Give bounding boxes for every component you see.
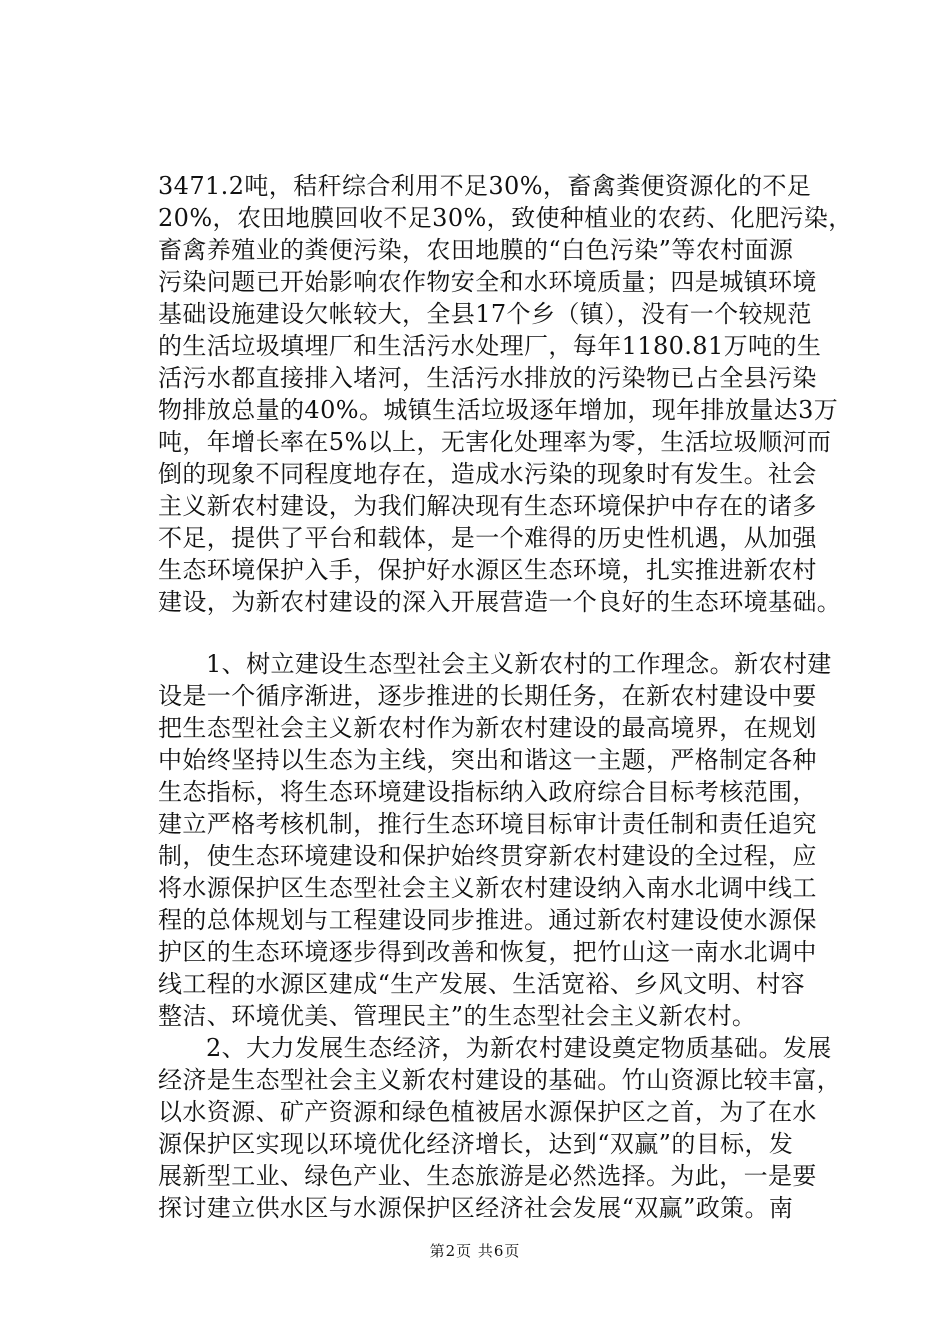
text-line: 物排放总量的40%。城镇生活垃圾逐年增加，现年排放量达3万 bbox=[158, 396, 839, 424]
text-line: 基础设施建设欠帐较大，全县17个乡（镇），没有一个较规范 bbox=[158, 300, 812, 328]
paragraph-2 bbox=[158, 648, 858, 1032]
text-line: 建立严格考核机制，推行生态环境目标审计责任制和责任追究 bbox=[158, 810, 817, 838]
text-line: 源保护区实现以环境优化经济增长，达到“双赢”的目标，发 bbox=[158, 1130, 794, 1158]
text-line: 制，使生态环境建设和保护始终贯穿新农村建设的全过程，应 bbox=[158, 842, 817, 870]
text-line: 1、树立建设生态型社会主义新农村的工作理念。新农村建 bbox=[206, 650, 832, 678]
text-line: 中始终坚持以生态为主线，突出和谐这一主题，严格制定各种 bbox=[158, 746, 817, 774]
text-line: 建设，为新农村建设的深入开展营造一个良好的生态环境基础。 bbox=[158, 588, 842, 616]
text-line: 吨，年增长率在5%以上，无害化处理率为零，生活垃圾顺河而 bbox=[158, 428, 832, 456]
paragraph-spacer bbox=[158, 618, 858, 648]
text-line: 活污水都直接排入堵河，生活污水排放的污染物已占全县污染 bbox=[158, 364, 817, 392]
text-line: 护区的生态环境逐步得到改善和恢复，把竹山这一南水北调中 bbox=[158, 938, 817, 966]
text-line: 程的总体规划与工程建设同步推进。通过新农村建设使水源保 bbox=[158, 906, 817, 934]
document-body bbox=[158, 170, 858, 1224]
page-footer: 第2页 共6页 bbox=[429, 1242, 521, 1260]
text-line: 生态环境保护入手，保护好水源区生态环境，扎实推进新农村 bbox=[158, 556, 817, 584]
text-line: 整洁、环境优美、管理民主”的生态型社会主义新农村。 bbox=[158, 1002, 757, 1030]
text-line: 污染问题已开始影响农作物安全和水环境质量；四是城镇环境 bbox=[158, 268, 817, 296]
text-line: 2、大力发展生态经济，为新农村建设奠定物质基础。发展 bbox=[206, 1034, 832, 1062]
text-line: 倒的现象不同程度地存在，造成水污染的现象时有发生。社会 bbox=[158, 460, 817, 488]
text-line: 的生活垃圾填埋厂和生活污水处理厂，每年1180.81万吨的生 bbox=[158, 332, 822, 360]
text-line: 20%，农田地膜回收不足30%，致使种植业的农药、化肥污染， bbox=[158, 204, 853, 232]
text-line: 设是一个循序渐进，逐步推进的长期任务，在新农村建设中要 bbox=[158, 682, 817, 710]
text-line: 畜禽养殖业的粪便污染，农田地膜的“白色污染”等农村面源 bbox=[158, 236, 794, 264]
paragraph-1 bbox=[158, 170, 858, 618]
text-line: 生态指标，将生态环境建设指标纳入政府综合目标考核范围， bbox=[158, 778, 817, 806]
paragraph-3 bbox=[158, 1032, 858, 1224]
text-line: 以水资源、矿产资源和绿色植被居水源保护区之首，为了在水 bbox=[158, 1098, 817, 1126]
text-line: 展新型工业、绿色产业、生态旅游是必然选择。为此，一是要 bbox=[158, 1162, 817, 1190]
text-line: 3471.2吨，秸秆综合利用不足30%，畜禽粪便资源化的不足 bbox=[158, 172, 812, 200]
text-line: 经济是生态型社会主义新农村建设的基础。竹山资源比较丰富， bbox=[158, 1066, 842, 1094]
text-line: 线工程的水源区建成“生产发展、生活宽裕、乡风文明、村容 bbox=[158, 970, 806, 998]
text-line: 将水源保护区生态型社会主义新农村建设纳入南水北调中线工 bbox=[158, 874, 817, 902]
text-line: 探讨建立供水区与水源保护区经济社会发展“双赢”政策。南 bbox=[158, 1194, 794, 1222]
text-line: 不足，提供了平台和载体，是一个难得的历史性机遇，从加强 bbox=[158, 524, 817, 552]
text-line: 主义新农村建设，为我们解决现有生态环境保护中存在的诸多 bbox=[158, 492, 817, 520]
text-line: 把生态型社会主义新农村作为新农村建设的最高境界，在规划 bbox=[158, 714, 817, 742]
